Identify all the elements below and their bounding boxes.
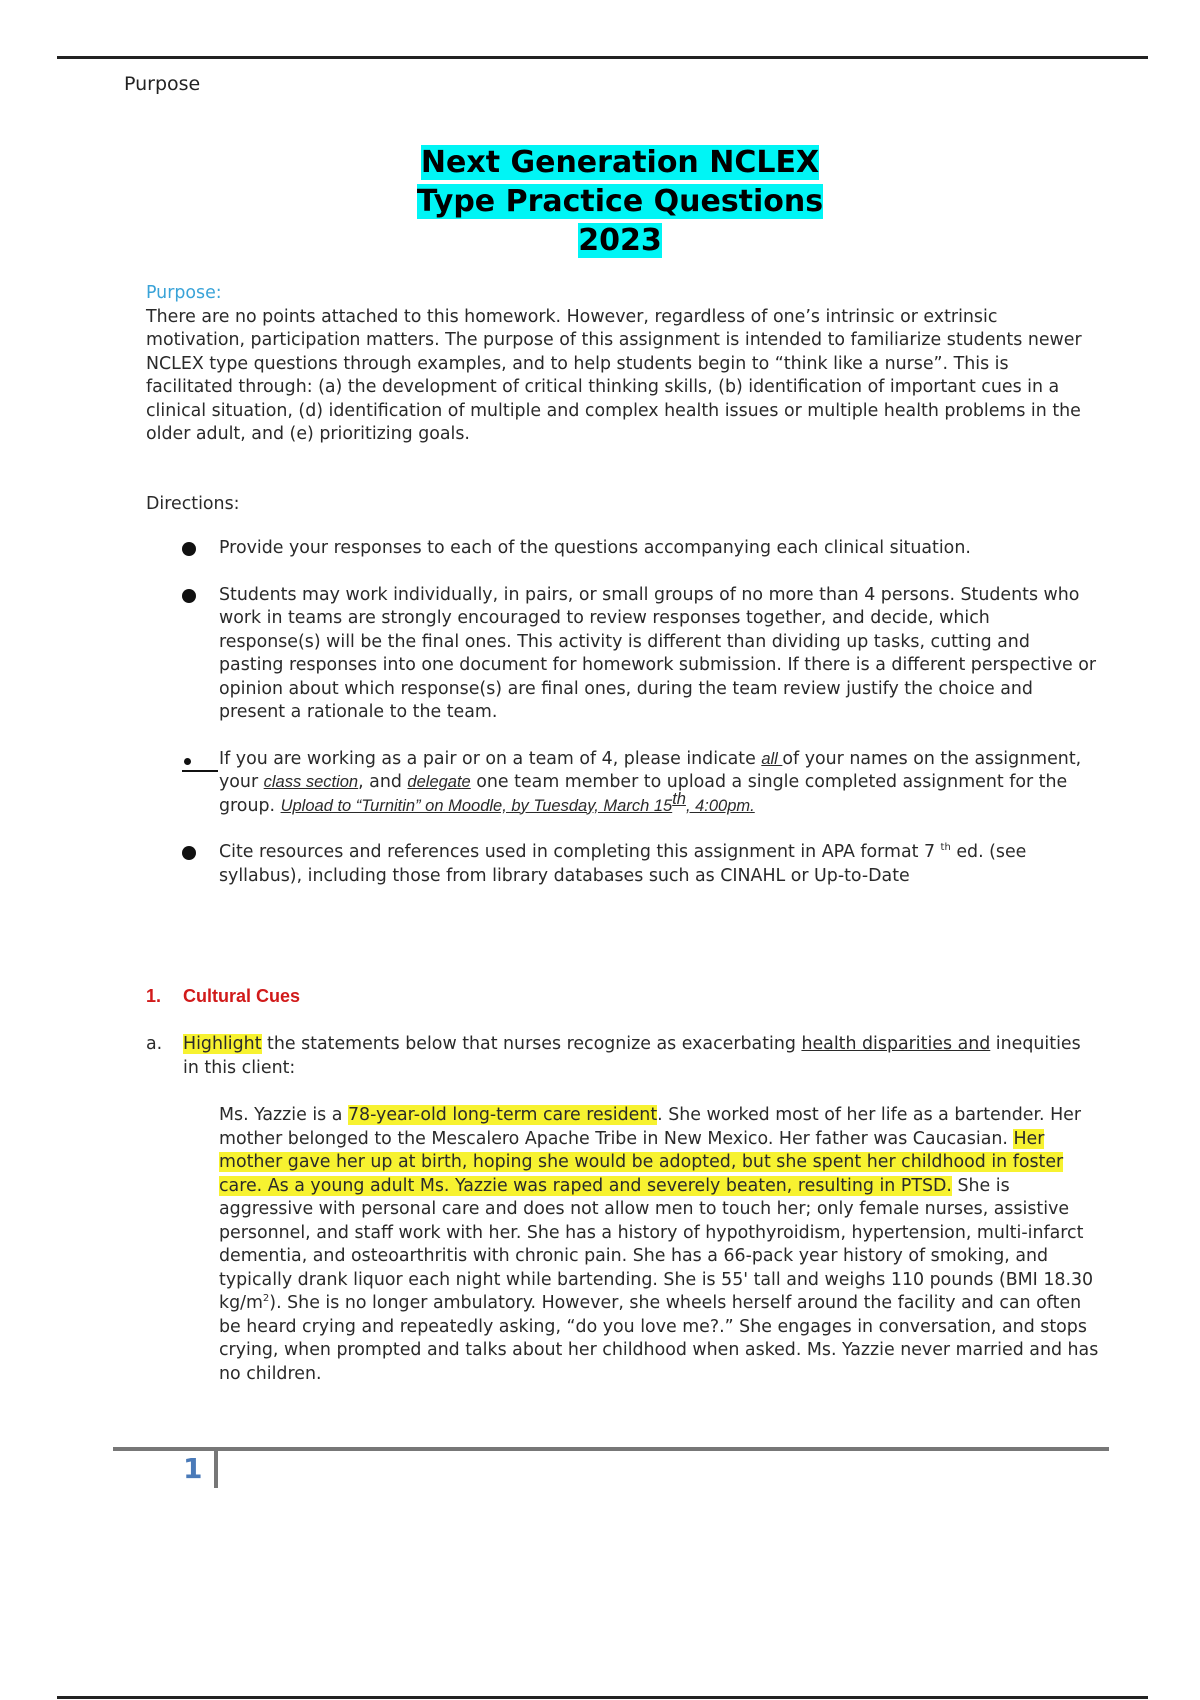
section-number: 1. xyxy=(146,986,162,1006)
bullet-text: ed. (see syllabus), including those from library databases such as CINAHL or Up-to-Date xyxy=(219,842,1027,886)
bullet-icon xyxy=(182,589,196,603)
story-text: Ms. Yazzie is a xyxy=(219,1105,348,1125)
ordinal-suffix: th xyxy=(672,789,686,808)
story-text: She is aggressive with personal care and does not allow men to touch her; only female nurses, assistive personnel, and staff work with her. She has a history of hypothyroidism, hypertension, multi-infarct dementia, and osteoarthritis with chronic pain. She has a 66-pack year history of smoking, and typically drank liquor each night while bartending. She is 55' tall and weighs 110 pounds (BMI 18.30 kg/m xyxy=(219,1175,1094,1313)
case-study-paragraph xyxy=(219,1104,1099,1386)
bullet-text: one team member to upload a single completed assignment for the group. xyxy=(219,772,1068,816)
bullet-icon xyxy=(182,748,218,772)
question-part: inequities in this client: xyxy=(183,1034,1081,1078)
emphasis-all: all xyxy=(761,749,783,768)
question-text xyxy=(183,1033,1096,1080)
section-heading xyxy=(146,986,300,1007)
question-a xyxy=(146,1033,1096,1080)
header-label: Purpose xyxy=(124,73,201,95)
section-title: Cultural Cues xyxy=(183,986,301,1006)
ordinal-suffix: th xyxy=(940,842,951,854)
highlighted-statement: 78-year-old long-term care resident xyxy=(347,1105,658,1125)
purpose-label: Purpose: xyxy=(146,283,222,303)
document-title xyxy=(0,143,1200,260)
list-item xyxy=(146,748,1096,819)
bullet-text: Provide your responses to each of the questions accompanying each clinical situation. xyxy=(219,538,971,558)
purpose-text: There are no points attached to this homework. However, regardless of one’s intrinsic or extrinsic motivation, participation matters. The purpose of this assignment is intended to familiarize students newer NCLEX type questions through examples, and to help students begin to “think like a nurse”. This is facilitated through: (a) the development of critical thinking skills, (b) identification of important cues in a clinical situation, (d) identification of multiple and complex health issues or multiple health problems in the older adult, and (e) prioritizing goals. xyxy=(146,306,1082,444)
bullet-text: , and xyxy=(358,772,408,792)
title-line-3: 2023 xyxy=(578,223,662,258)
question-letter: a. xyxy=(146,1034,163,1054)
page-number: 1 xyxy=(183,1452,203,1485)
bullet-text: If you are working as a pair or on a team of 4, please indicate xyxy=(219,748,762,769)
bullet-text: of your names on the assignment, your xyxy=(219,748,1082,792)
title-line-2: Type Practice Questions xyxy=(416,184,824,219)
underlined-phrase: health disparities and xyxy=(801,1034,991,1054)
list-item xyxy=(146,841,1096,888)
upload-deadline: Upload to “Turnitin” on Moodle, by Tuesday, March 15 xyxy=(280,796,673,815)
bullet-text: Students may work individually, in pairs, or small groups of no more than 4 persons. Students who work in teams are strongly encouraged to review responses together, and decide, which response(s) will be the final ones. This activity is different than dividing up tasks, cutting and pasting responses into one document for homework submission. If there is a different perspective or opinion about which response(s) are final ones, during the team review justify the choice and present a rationale to the team. xyxy=(219,584,1097,722)
purpose-section xyxy=(146,282,1086,447)
bullet-text: Cite resources and references used in completing this assignment in APA format 7 xyxy=(219,842,941,862)
footer-divider xyxy=(214,1451,218,1488)
bullet-icon xyxy=(182,846,196,860)
bottom-rule xyxy=(57,1696,1148,1699)
bullet-icon xyxy=(182,542,196,556)
superscript: 2 xyxy=(262,1293,270,1305)
question-part: the statements below that nurses recognize as exacerbating xyxy=(261,1034,802,1054)
emphasis-delegate: delegate xyxy=(407,773,471,791)
list-item xyxy=(146,584,1096,725)
story-text: ). She is no longer ambulatory. However, she wheels herself around the facility and can often be heard crying and repeatedly asking, “do you love me?.” She engages in conversation, and stops crying, when prompted and talks about her childhood when asked. Ms. Yazzie never married and has no children. xyxy=(219,1293,1099,1384)
directions-list xyxy=(146,537,1096,911)
list-item xyxy=(146,537,1096,561)
highlight-word: Highlight xyxy=(183,1034,262,1054)
title-line-1: Next Generation NCLEX xyxy=(420,145,820,180)
highlighted-statement: Her mother gave her up at birth, hoping she would be adopted, but she spent her childhood in foster care. As a young adult Ms. Yazzie was raped and severely beaten, resulting in PTSD. xyxy=(219,1128,1064,1196)
top-rule xyxy=(57,56,1148,59)
story-text: . She worked most of her life as a bartender. Her mother belonged to the Mescalero Apache Tribe in New Mexico. Her father was Caucasian. xyxy=(219,1105,1082,1149)
deadline-time: , 4:00pm. xyxy=(685,796,755,815)
footer-rule xyxy=(113,1447,1109,1451)
emphasis-class-section: class section xyxy=(263,773,359,791)
directions-label: Directions: xyxy=(146,494,240,514)
